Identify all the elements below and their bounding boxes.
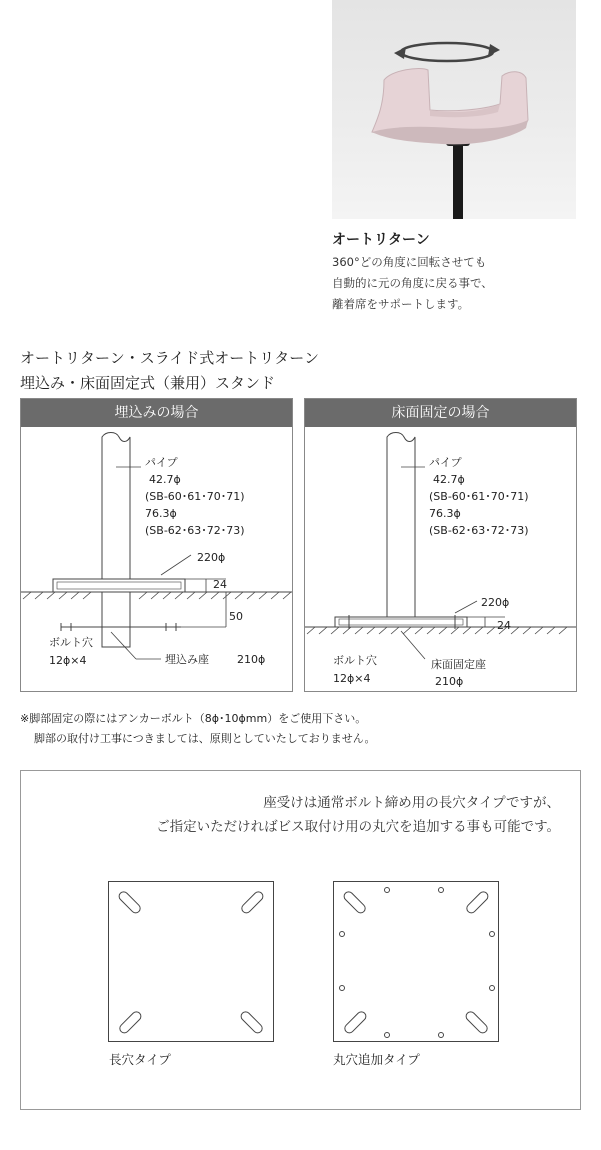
section-title-line: オートリターン・スライド式オートリターン	[20, 349, 319, 367]
slot-hole-icon	[117, 890, 142, 915]
floor-diagram-panel	[304, 398, 577, 692]
round-hole-icon	[340, 932, 345, 937]
pipe-spec: (SB-62･63･72･73)	[429, 524, 529, 537]
feature-description	[332, 252, 572, 315]
section-title-line: 埋込み・床面固定式（兼用）スタンド	[20, 374, 276, 392]
bolt-hole-spec: 12ϕ×4	[333, 672, 371, 685]
pipe-spec: 42.7ϕ	[433, 473, 465, 486]
round-hole-icon	[385, 1033, 390, 1038]
embed-seat-label: 埋込み座	[165, 653, 209, 666]
info-text	[156, 791, 560, 839]
info-text-line: ご指定いただければビス取付け用の丸穴を追加する事も可能です。	[156, 819, 560, 835]
slot-hole-icon	[118, 1010, 143, 1035]
rotation-arrow-icon	[401, 43, 493, 61]
note-line: ※脚部固定の際にはアンカーボルト（8ϕ･10ϕmm）をご使用下さい。	[20, 712, 367, 725]
pipe-spec: 76.3ϕ	[145, 507, 177, 520]
round-hole-plate-label: 丸穴追加タイプ	[333, 1052, 420, 1067]
bolt-hole-label: ボルト穴	[333, 654, 377, 667]
long-hole-plate	[108, 881, 274, 1042]
slot-hole-icon	[240, 890, 265, 915]
note-line: 脚部の取付け工事につきましては、原則としていたしておりません。	[34, 732, 376, 745]
pipe-label: パイプ	[145, 456, 178, 469]
pipe-spec: (SB-60･61･70･71)	[429, 490, 529, 503]
description-line: 360°どの角度に回転させても	[332, 255, 487, 269]
diameter-220-label: 220ϕ	[197, 551, 226, 564]
slot-hole-icon	[464, 1010, 489, 1035]
diameter-210-label: 210ϕ	[435, 675, 464, 688]
pipe-spec: 42.7ϕ	[149, 473, 181, 486]
slot-hole-icon	[239, 1010, 264, 1035]
round-hole-icon	[490, 986, 495, 991]
pipe-label: パイプ	[429, 456, 462, 469]
long-hole-plate-label: 長穴タイプ	[109, 1052, 171, 1067]
slot-hole-icon	[465, 890, 490, 915]
seat-plate-info-box	[20, 770, 581, 1110]
description-line: 自動的に元の角度に戻る事で、	[332, 276, 493, 290]
installation-note	[20, 709, 375, 749]
dimension-24-label: 24	[497, 619, 511, 632]
feature-title: オートリターン	[332, 232, 430, 248]
auto-return-chair-illustration	[332, 0, 576, 219]
pipe-spec: (SB-62･63･72･73)	[145, 524, 245, 537]
round-hole-icon	[385, 888, 390, 893]
pipe-spec: 76.3ϕ	[429, 507, 461, 520]
diameter-220-label: 220ϕ	[481, 596, 510, 609]
embedded-diagram-panel	[20, 398, 293, 692]
round-hole-icon	[340, 986, 345, 991]
bolt-hole-label: ボルト穴	[49, 636, 93, 649]
embedded-panel-header: 埋込みの場合	[21, 399, 292, 427]
info-text-line: 座受けは通常ボルト締め用の長穴タイプですが、	[263, 795, 560, 811]
round-hole-icon	[439, 1033, 444, 1038]
section-title	[20, 346, 319, 396]
round-hole-icon	[490, 932, 495, 937]
diameter-210-label: 210ϕ	[237, 653, 266, 666]
round-hole-icon	[439, 888, 444, 893]
dimension-24-label: 24	[213, 578, 227, 591]
slot-hole-icon	[342, 890, 367, 915]
slot-hole-icon	[343, 1010, 368, 1035]
floor-panel-header: 床面固定の場合	[305, 399, 576, 427]
bolt-hole-spec: 12ϕ×4	[49, 654, 87, 667]
pipe-spec: (SB-60･61･70･71)	[145, 490, 245, 503]
chair-stem	[453, 140, 463, 219]
floor-seat-label: 床面固定座	[431, 658, 486, 671]
dimension-50-label: 50	[229, 610, 243, 623]
chair-photo	[332, 0, 576, 219]
description-line: 離着席をサポートします。	[332, 297, 470, 311]
round-hole-plate	[333, 881, 499, 1042]
